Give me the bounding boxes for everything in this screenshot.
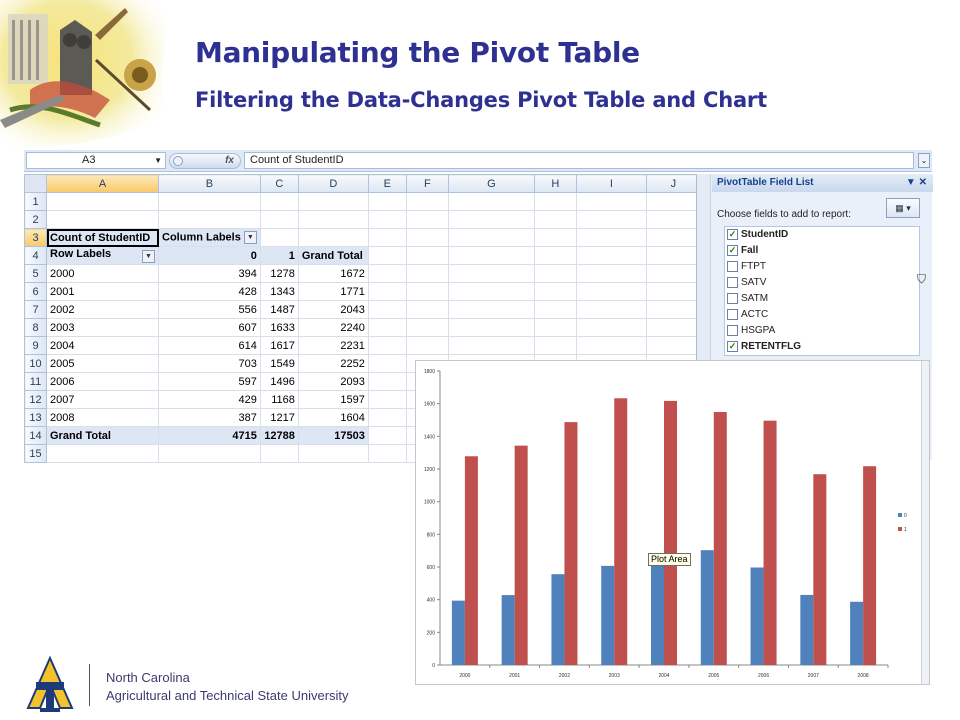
column-header[interactable]: G [448,175,534,193]
pivot-value[interactable]: 1633 [260,319,298,337]
field-item[interactable] [725,259,919,275]
field-name: FTPT [741,261,766,272]
row-header[interactable]: 14 [25,427,47,445]
pivot-value-header[interactable]: Count of StudentID [47,229,159,247]
fx-label: fx [225,155,234,166]
pivot-value[interactable]: 614 [159,337,261,355]
row-header[interactable]: 1 [25,193,47,211]
column-header[interactable]: H [534,175,576,193]
bar-series-1 [564,422,577,665]
pivot-total[interactable]: 2043 [298,301,368,319]
pivot-total[interactable]: 2240 [298,319,368,337]
header-artwork [0,0,190,150]
field-name: ACTC [741,309,769,320]
y-tick-label: 1200 [423,467,435,473]
field-name: Fall [741,245,759,256]
column-header[interactable]: C [260,175,298,193]
row-header[interactable]: 5 [25,265,47,283]
row-header[interactable]: 13 [25,409,47,427]
slide-subtitle: Filtering the Data-Changes Pivot Table and Chart [195,88,767,112]
field-item[interactable] [725,323,919,339]
pivot-year[interactable]: 2007 [47,391,159,409]
checkbox-checked-icon[interactable]: ✓ [728,340,737,351]
row-header[interactable]: 15 [25,445,47,463]
column-header[interactable]: A [47,175,159,193]
plot-area-tooltip: Plot Area [648,553,691,566]
x-tick-label: 2002 [558,673,571,679]
sheet-row [25,247,701,265]
pivot-total[interactable]: 1604 [298,409,368,427]
field-item[interactable] [725,243,919,259]
checkbox-icon[interactable] [727,261,738,272]
x-tick-label: 2007 [807,673,819,679]
row-header[interactable]: 3 [25,229,47,247]
university-logo [26,656,74,714]
checkbox-icon[interactable] [727,277,738,288]
insert-function-button[interactable] [169,153,241,169]
name-box-value: A3 [82,154,96,166]
field-name: HSGPA [741,325,776,336]
pane-controls [906,174,927,192]
formula-input[interactable]: Count of StudentID [244,152,914,169]
y-tick-label: 1000 [423,499,435,506]
grand-total-value[interactable]: 17503 [298,427,368,445]
sheet-row [25,229,701,247]
pivot-year[interactable]: 2005 [47,355,159,373]
pivot-value[interactable]: 387 [159,409,261,427]
filter-funnel-icon: ⛉ [916,272,926,286]
bar-series-0 [800,595,813,665]
pivot-year[interactable]: 2000 [47,265,159,283]
filter-applied-icon[interactable]: ▼ [142,250,155,263]
pivot-row-labels[interactable] [47,247,159,265]
pivot-data-row [25,283,701,301]
close-icon[interactable]: ✕ [918,177,927,188]
pivot-value[interactable]: 1278 [260,265,298,283]
legend-label: 0 [904,513,907,519]
column-header[interactable]: D [298,175,368,193]
pivot-value[interactable]: 703 [159,355,261,373]
checkbox-icon[interactable] [727,309,738,320]
y-tick-label: 1800 [423,369,435,375]
row-header[interactable]: 8 [25,319,47,337]
y-tick-label: 0 [432,663,435,669]
row-header[interactable]: 4 [25,247,47,265]
field-item[interactable] [725,275,919,291]
pivot-row-labels-text: Row Labels [50,248,112,260]
field-list [724,226,920,356]
column-header[interactable]: E [368,175,406,193]
pivot-value[interactable]: 1617 [260,337,298,355]
pivot-grand-total-header[interactable]: Grand Total [298,247,368,265]
pivot-year[interactable]: 2001 [47,283,159,301]
column-header[interactable]: J [646,175,700,193]
pivot-value[interactable]: 1168 [260,391,298,409]
select-all-corner[interactable] [25,175,47,193]
field-name: SATV [741,277,767,288]
bar-series-1 [465,456,478,665]
sheet-row [25,211,701,229]
checkbox-checked-icon[interactable]: ✓ [728,244,737,255]
expand-formula-bar-icon[interactable]: ⌄ [918,153,930,168]
field-item[interactable] [725,227,919,243]
y-tick-label: 800 [426,532,435,539]
bar-series-0 [651,565,664,665]
bar-series-1 [614,398,627,665]
grand-total-label[interactable]: Grand Total [47,427,159,445]
checkbox-icon[interactable] [727,325,738,336]
chevron-down-icon[interactable]: ▼ [154,156,162,165]
row-header[interactable]: 11 [25,373,47,391]
chart-plot-area[interactable] [416,361,921,684]
legend-swatch [898,513,902,517]
x-tick-label: 2006 [757,673,770,679]
bar-series-0 [850,602,863,665]
field-item[interactable] [725,291,919,307]
pivot-value[interactable]: 1343 [260,283,298,301]
x-tick-label: 2003 [608,673,620,679]
pivot-value[interactable]: 428 [159,283,261,301]
pivot-value[interactable]: 1496 [260,373,298,391]
bar-series-1 [515,446,528,665]
pivot-value[interactable]: 556 [159,301,261,319]
x-tick-label: 2000 [459,673,471,679]
pivot-total[interactable]: 1672 [298,265,368,283]
bar-series-1 [764,421,777,665]
pivot-total[interactable]: 2231 [298,337,368,355]
pivot-value[interactable]: 607 [159,319,261,337]
y-tick-label: 1600 [423,401,435,408]
pivot-column-labels-text: Column Labels [162,231,241,244]
bar-series-1 [714,412,727,665]
pivot-data-row [25,319,701,337]
footer-line-2: Agricultural and Technical State University [106,688,349,703]
slide-title: Manipulating the Pivot Table [195,36,640,69]
filter-dropdown-icon[interactable]: ▼ [244,231,257,244]
bar-series-0 [701,550,714,665]
checkbox-icon[interactable] [727,293,738,304]
x-tick-label: 2004 [658,673,670,679]
field-layout-button[interactable] [886,198,920,218]
x-tick-label: 2008 [857,673,869,679]
pivot-year[interactable]: 2002 [47,301,159,319]
pivot-value[interactable]: 1549 [260,355,298,373]
bar-series-0 [502,595,515,665]
y-tick-label: 1400 [423,434,435,441]
chevron-down-icon[interactable]: ▼ [905,177,916,188]
field-name: RETENTFLG [741,341,801,352]
pivot-year[interactable]: 2004 [47,337,159,355]
pivot-column-labels[interactable] [159,229,261,247]
pivot-total[interactable]: 2093 [298,373,368,391]
chevron-down-icon: ▾ [906,203,911,213]
pivot-value[interactable]: 429 [159,391,261,409]
column-header-row [25,175,701,193]
footer-divider [89,664,90,706]
row-header[interactable]: 9 [25,337,47,355]
field-list-instructions: Choose fields to add to report: [717,209,851,220]
legend-label: 1 [904,527,907,533]
bar-series-0 [551,574,564,665]
bar-series-0 [452,601,465,665]
column-header[interactable]: I [576,175,646,193]
bar-series-1 [863,466,876,665]
pivot-total[interactable]: 1771 [298,283,368,301]
row-header[interactable]: 10 [25,355,47,373]
row-header[interactable]: 2 [25,211,47,229]
bar-series-0 [751,567,764,665]
row-header[interactable]: 7 [25,301,47,319]
pivot-chart[interactable] [415,360,930,685]
footer-line-1: North Carolina [106,670,190,685]
field-item[interactable] [725,307,919,323]
chart-resize-handle[interactable] [921,361,929,684]
grand-total-value[interactable]: 4715 [159,427,261,445]
sheet-row [25,193,701,211]
y-tick-label: 200 [426,630,435,637]
column-header[interactable]: F [406,175,448,193]
pivot-total[interactable]: 1597 [298,391,368,409]
pivot-year[interactable]: 2006 [47,373,159,391]
y-tick-label: 400 [426,597,435,604]
field-list-header [712,174,933,192]
y-tick-label: 600 [426,565,435,571]
pivot-year[interactable]: 2008 [47,409,159,427]
layout-icon: ▦ [895,203,904,213]
row-header[interactable]: 6 [25,283,47,301]
bar-series-1 [664,401,677,665]
pivot-col-header-1[interactable]: 1 [260,247,298,265]
name-box[interactable] [26,152,166,169]
pivot-value[interactable]: 1217 [260,409,298,427]
pivot-value[interactable]: 1487 [260,301,298,319]
x-tick-label: 2005 [708,673,720,679]
bar-series-1 [813,474,826,665]
checkbox-checked-icon[interactable]: ✓ [728,228,737,239]
pivot-data-row [25,265,701,283]
pivot-year[interactable]: 2003 [47,319,159,337]
bar-series-0 [601,566,614,665]
circle-icon [173,156,183,166]
field-name: StudentID [741,229,789,240]
pivot-data-row [25,301,701,319]
pivot-total[interactable]: 2252 [298,355,368,373]
legend-swatch [898,527,902,531]
pivot-value[interactable]: 597 [159,373,261,391]
field-name: SATM [741,293,769,304]
x-tick-label: 2001 [509,673,521,679]
pivot-data-row [25,337,701,355]
column-header[interactable]: B [159,175,261,193]
field-item[interactable] [725,339,919,355]
grand-total-value[interactable]: 12788 [260,427,298,445]
pivot-value[interactable]: 394 [159,265,261,283]
row-header[interactable]: 12 [25,391,47,409]
pivot-col-header-0[interactable]: 0 [159,247,261,265]
formula-bar [24,150,932,172]
field-list-title: PivotTable Field List [717,177,814,188]
